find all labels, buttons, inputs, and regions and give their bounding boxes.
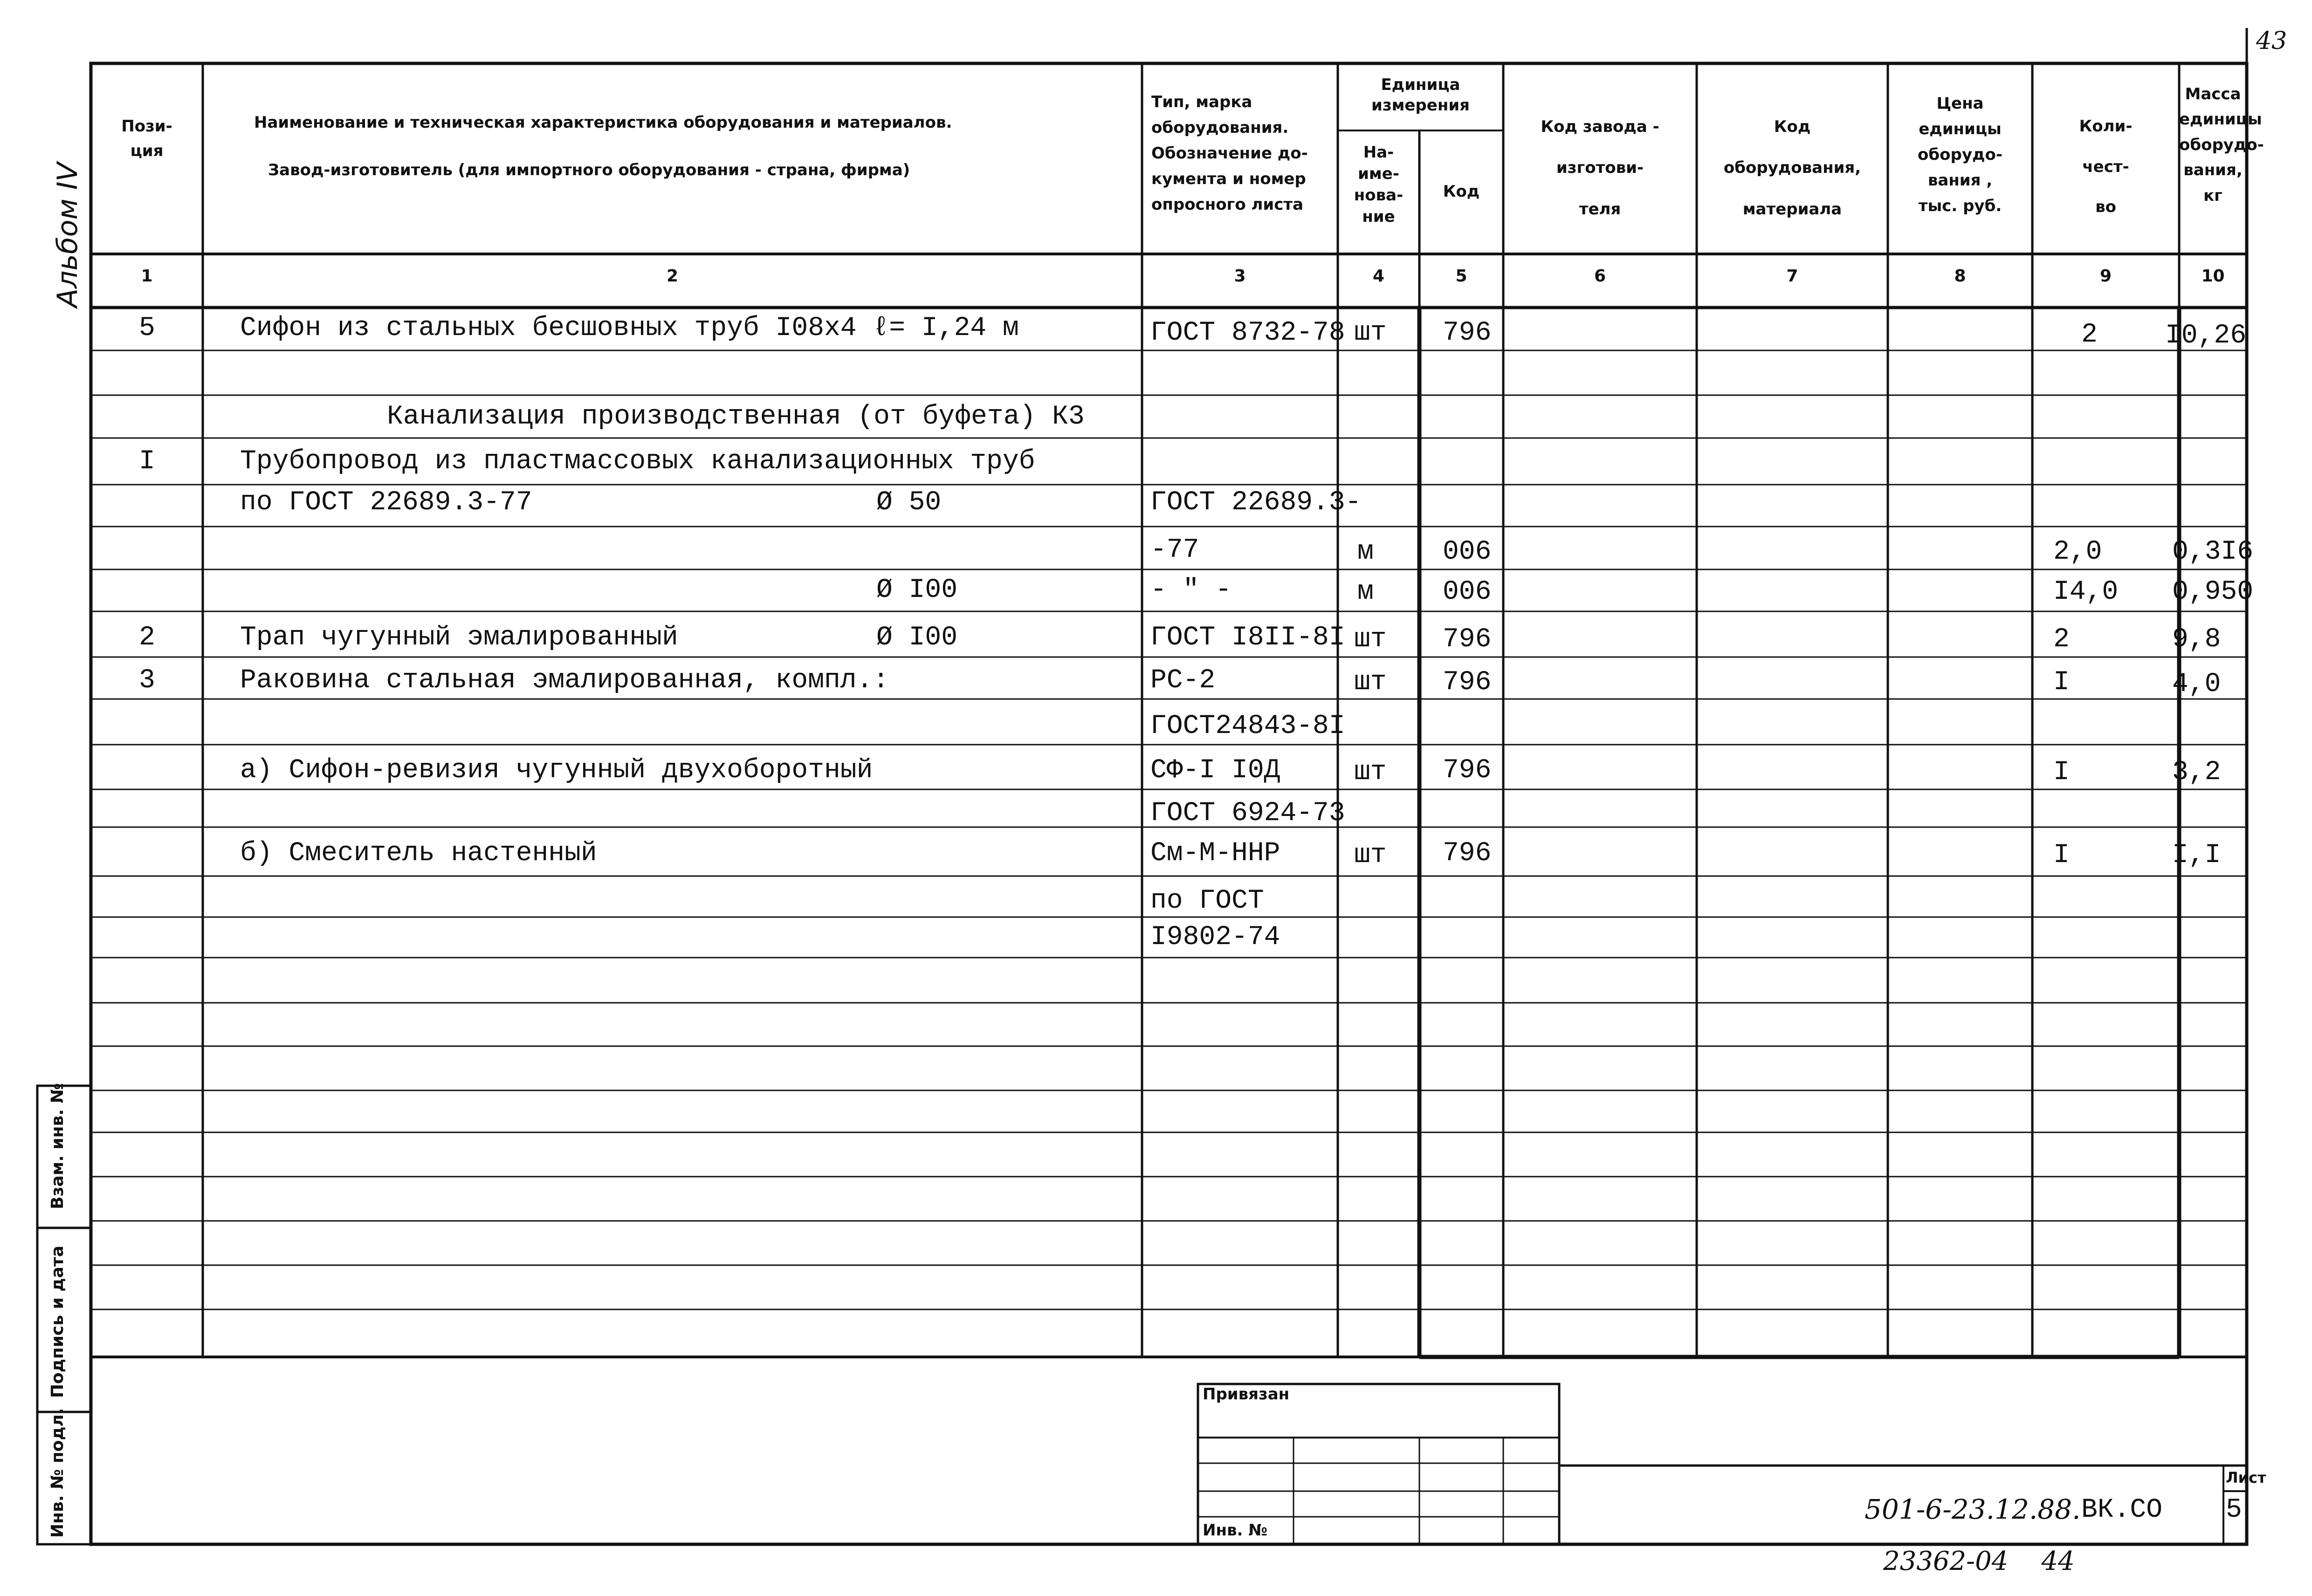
row-code: 796: [1443, 667, 1492, 698]
row-name: Трубопровод из пластмассовых канализационных труб: [240, 446, 1035, 477]
bottom-note: 23362-04 44: [1883, 1546, 2075, 1576]
row-position: 5: [139, 313, 155, 343]
column-number-5: 5: [1455, 267, 1467, 286]
row-spec: ГОСТ24843-8I: [1150, 711, 1345, 741]
row-name: а) Сифон-ревизия чугунный двухоборотный: [240, 755, 873, 786]
row-name: Трап чугунный эмалированный: [240, 623, 678, 653]
row-unit: шт: [1354, 840, 1387, 870]
row-diameter: Ø 50: [876, 487, 942, 518]
row-quantity: 2: [2081, 320, 2098, 350]
column-number-8: 8: [1954, 267, 1966, 286]
header-equipment-code: Код оборудования, материала: [1723, 117, 1861, 219]
row-unit: шт: [1354, 667, 1387, 698]
album-label: Альбом IV: [51, 162, 84, 308]
row-spec: См-М-ННР: [1150, 838, 1280, 869]
column-number-9: 9: [2099, 267, 2112, 286]
section-title: Канализация производственная (от буфета) К3: [387, 402, 1085, 432]
row-mass: I,I: [2172, 840, 2221, 870]
row-spec: ГОСТ 22689.3-: [1150, 487, 1362, 518]
inv-no-label: Инв. №: [1203, 1521, 1268, 1540]
row-name: б) Смеситель настенный: [240, 838, 597, 869]
header-price: Цена единицы оборудо- вания , тыс. руб.: [1918, 94, 2002, 216]
column-number-3: 3: [1234, 267, 1246, 286]
document-code: 501-6-23.12.88.: [1865, 1493, 2081, 1525]
row-spec: - " -: [1150, 575, 1232, 605]
row-unit: шт: [1354, 318, 1387, 348]
row-quantity: I: [2053, 840, 2070, 870]
row-spec: ГОСТ 6924-73: [1150, 798, 1345, 829]
row-spec: РС-2: [1150, 665, 1216, 696]
header-type: Тип, марка оборудования. Обозначение до- кумента и номер опросного листа: [1151, 93, 1308, 214]
header-unit-group: Единица измерения: [1371, 75, 1470, 115]
row-mass: 0,3I6: [2172, 537, 2254, 567]
row-quantity: I: [2053, 667, 2070, 698]
sheet-label: Лист: [2226, 1469, 2266, 1486]
row-position: 2: [139, 623, 155, 653]
corner-number: 43: [2256, 27, 2287, 55]
privyazan-label: Привязан: [1203, 1385, 1290, 1404]
row-code: 796: [1443, 624, 1492, 655]
row-mass: 3,2: [2172, 757, 2221, 788]
row-position: I: [139, 446, 155, 477]
row-spec: ГОСТ I8II-8I: [1150, 623, 1345, 653]
row-code: 796: [1443, 318, 1492, 348]
row-name: по ГОСТ 22689.3-77: [240, 487, 532, 518]
row-diameter: Ø I00: [876, 575, 958, 605]
header-quantity: Коли- чест- во: [2079, 117, 2133, 217]
row-quantity: I4,0: [2053, 577, 2119, 607]
row-unit: шт: [1354, 624, 1387, 655]
row-unit: м: [1357, 577, 1374, 607]
row-unit: шт: [1354, 757, 1387, 788]
header-name-line1: Наименование и техническая характеристика оборудования и материалов.: [254, 113, 952, 132]
row-spec: ГОСТ 8732-78: [1150, 318, 1345, 348]
column-number-4: 4: [1372, 267, 1385, 286]
row-quantity: I: [2053, 757, 2070, 788]
sheet-number: 5: [2226, 1495, 2242, 1525]
row-unit: м: [1357, 537, 1374, 567]
row-quantity: 2,0: [2053, 537, 2102, 567]
row-name: Сифон из стальных бесшовных труб I08х4 ℓ= I,24 м: [240, 313, 1019, 343]
column-number-2: 2: [666, 267, 679, 286]
row-spec: по ГОСТ: [1150, 886, 1264, 916]
header-unit-code: Код: [1443, 182, 1480, 201]
header-name-line2: Завод-изготовитель (для импортного оборудования - страна, фирма): [268, 161, 910, 179]
row-position: 3: [139, 665, 155, 696]
header-position: Пози- ция: [121, 117, 172, 160]
row-name: Раковина стальная эмалированная, компл.:: [240, 665, 889, 696]
row-mass: 0,950: [2172, 577, 2254, 607]
row-mass: 9,8: [2172, 624, 2221, 655]
row-code: 796: [1443, 838, 1492, 869]
column-number-6: 6: [1594, 267, 1606, 286]
header-mass: Масса единицы оборудо- вания, кг: [2179, 85, 2264, 205]
row-code: 006: [1443, 537, 1492, 567]
row-mass: 4,0: [2172, 669, 2221, 699]
row-diameter: Ø I00: [876, 623, 958, 653]
row-spec: I9802-74: [1150, 922, 1280, 952]
column-number-7: 7: [1786, 267, 1798, 286]
stamp-original-inv: Инв. № подл.: [48, 1408, 67, 1538]
row-spec: СФ-I I0Д: [1150, 755, 1280, 786]
column-number-1: 1: [141, 267, 153, 286]
row-code: 006: [1443, 577, 1492, 607]
column-number-10: 10: [2201, 267, 2225, 286]
stamp-signature-date: Подпись и дата: [48, 1246, 67, 1398]
header-unit-name: На- име- нова- ние: [1354, 143, 1404, 226]
header-plant-code: Код завода - изготови- теля: [1541, 117, 1659, 219]
stamp-replacement-inv: Взам. инв. №: [48, 1083, 67, 1209]
document-mark: ВК.СО: [2081, 1495, 2163, 1525]
row-quantity: 2: [2053, 624, 2070, 655]
row-spec: -77: [1150, 535, 1199, 565]
row-code: 796: [1443, 755, 1492, 786]
row-mass: I0,26: [2165, 321, 2247, 351]
